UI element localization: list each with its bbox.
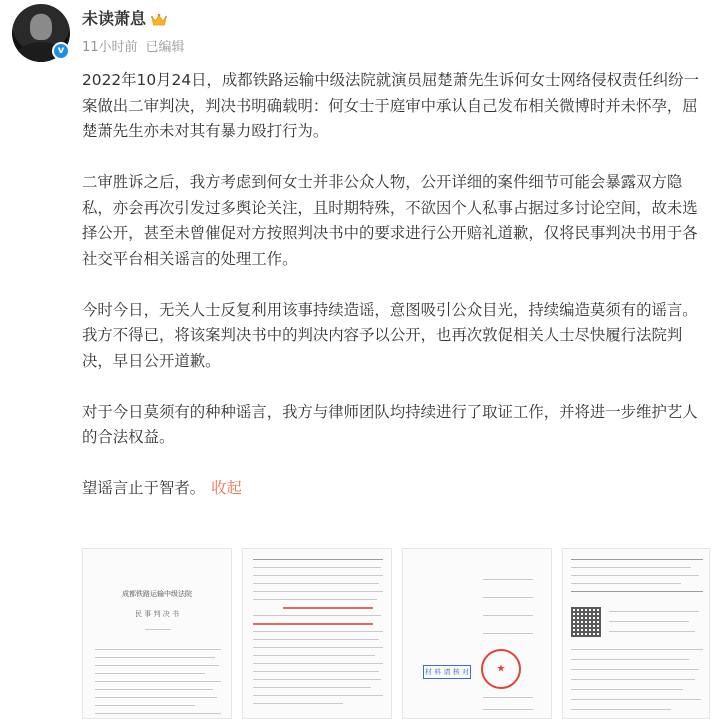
receipt-image-4[interactable] <box>562 548 710 719</box>
post-author[interactable] <box>82 6 167 29</box>
paragraph-3: 今时今日，无关人士反复利用该事持续造谣，意图吸引公众目光，持续编造莫须有的谣言。我方不得已，将该案判决书中的判决内容予以公开，也再次敦促相关人士尽快履行法院判决，早日公开道歉。 <box>82 300 698 370</box>
court-name: 成都铁路运输中级法院 <box>122 590 192 598</box>
avatar-face <box>30 14 52 40</box>
post-meta <box>82 36 185 55</box>
document-title: 民 事 判 决 书 <box>135 610 179 618</box>
paragraph-4: 对于今日莫须有的种种谣言，我方与律师团队均持续进行了取证工作，并将进一步维护艺人的合法权益。 <box>82 402 698 446</box>
paragraph-1: 2022年10月24日，成都铁路运输中级法院就演员屈楚萧先生诉何女士网络侵权责任纠纷一案做出二审判决，判决书明确载明：何女士于庭审中承认自己发布相关微博时并未怀孕，屈楚萧先生亦未对其有暴力殴打行为。 <box>82 71 700 140</box>
qr-code-icon <box>571 607 601 637</box>
closing-text: 望谣言止于智者。 <box>82 479 206 497</box>
member-crown-icon[interactable] <box>151 12 167 26</box>
author-name[interactable]: 未读萧息 <box>82 9 147 28</box>
verified-badge-icon: v <box>52 42 70 60</box>
closing-line <box>82 476 710 502</box>
collapse-link[interactable]: 收起 <box>211 479 242 497</box>
edited-label[interactable]: 已编辑 <box>145 40 185 55</box>
paragraph-2: 二审胜诉之后，我方考虑到何女士并非公众人物，公开详细的案件细节可能会暴露双方隐私，亦会再次引发过多舆论关注，且时期特殊，不欲因个人私事占据过多讨论空间，故未选择公开，甚至未曾催促对方按照判决书中的要求进行公开赔礼道歉，仅将民事判决书用于各社交平台相关谣言的处理工作。 <box>82 173 698 268</box>
post-images <box>82 544 710 719</box>
judgment-image-3[interactable] <box>402 548 552 719</box>
post-time[interactable]: 11小时前 <box>82 40 138 55</box>
verification-stamp: 材 料 请 核 对 <box>423 665 471 679</box>
court-seal-icon: ★ <box>481 649 521 689</box>
judgment-image-1[interactable] <box>82 548 232 719</box>
judgment-image-2[interactable] <box>242 548 392 719</box>
post-content <box>82 68 710 502</box>
